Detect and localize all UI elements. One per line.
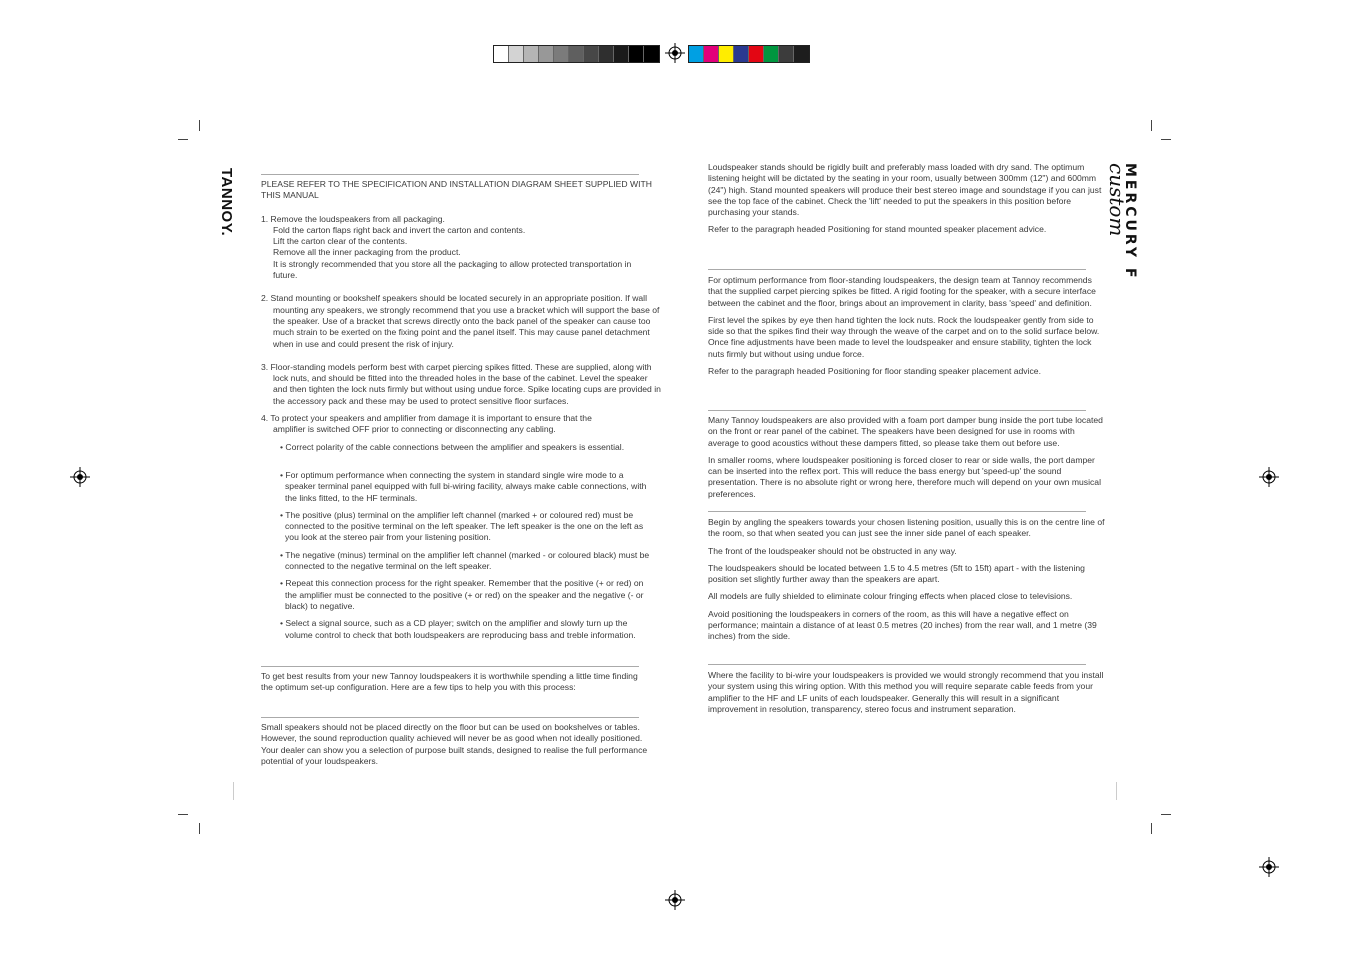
fold-mark bbox=[1116, 782, 1117, 800]
mercury-f-custom-logo bbox=[1105, 163, 1140, 313]
bullet-item: • For optimum performance when connecting the system in standard single wire mode to a speaker terminal panel equipped with full bi-wiring facility, always make cable connections, with the links fitted, to the HF terminals. bbox=[280, 469, 647, 503]
left-column-instructions bbox=[261, 179, 666, 641]
registration-mark-icon bbox=[665, 43, 685, 63]
section-rule bbox=[261, 174, 639, 175]
calibration-swatch bbox=[749, 46, 764, 62]
step-1-line: It is strongly recommended that you store all the packaging to allow protected transportation in future. bbox=[273, 258, 632, 281]
grayscale-calibration-bar bbox=[493, 45, 660, 63]
bullet-item: • Correct polarity of the cable connections between the amplifier and speakers is essential. bbox=[280, 441, 625, 452]
registration-mark-icon bbox=[665, 890, 685, 910]
section-rule bbox=[708, 664, 1086, 665]
calibration-swatch bbox=[644, 46, 659, 62]
positioning-text-1: Begin by angling the speakers towards your chosen listening position, usually this is on the centre line of the room, so that when seated you can just see the inner side panel of each speaker. bbox=[708, 517, 1105, 539]
step-1-line: Lift the carton clear of the contents. bbox=[273, 236, 408, 247]
crop-mark bbox=[199, 823, 200, 834]
section-rule bbox=[261, 717, 639, 718]
crop-mark bbox=[178, 139, 188, 140]
bullet-item: • Select a signal source, such as a CD player; switch on the amplifier and slowly turn up the volume control to check that both loudspeakers are reproducing bass and treble information. bbox=[280, 618, 636, 640]
custom-wordmark: custom bbox=[1105, 163, 1129, 237]
port-damper-section bbox=[708, 415, 1108, 500]
step-1-line: Fold the carton flaps right back and invert the carton and contents. bbox=[273, 224, 526, 235]
crop-mark bbox=[1161, 814, 1171, 815]
calibration-swatch bbox=[629, 46, 644, 62]
positioning-text-3: The loudspeakers should be located between 1.5 to 4.5 metres (5ft to 15ft) apart - with the listening position set slightly further away than the speakers are apart. bbox=[708, 562, 1085, 585]
registration-mark-icon bbox=[1259, 467, 1279, 487]
bullet-item: • The negative (minus) terminal on the amplifier left channel (marked - or coloured black) must be connected to the negative terminal on the left speaker. bbox=[280, 549, 650, 572]
floor-reference: Refer to the paragraph headed Positioning for floor standing speaker placement advice. bbox=[708, 366, 1041, 377]
section-rule bbox=[261, 666, 639, 667]
calibration-swatch bbox=[734, 46, 749, 62]
calibration-swatch bbox=[719, 46, 734, 62]
positioning-text-4: All models are fully shielded to eliminate colour fringing effects when placed close to televisions. bbox=[708, 591, 1073, 602]
calibration-swatch bbox=[539, 46, 554, 62]
bi-wiring-section bbox=[708, 670, 1108, 715]
positioning-section bbox=[708, 517, 1108, 643]
bi-wiring-text: Where the facility to bi-wire your loudspeakers is provided we would strongly recommend that you install your system using this wiring option. With this method you will require separate cable feeds from your amplifier to the HF and LF units of each loudspeaker. Generally this will result in a significant improvement in resolution, transparency, stereo focus and instrument separation. bbox=[708, 670, 1104, 714]
step-3: 3. Floor-standing models perform best with carpet piercing spikes fitted. These are supplied, along with lock nuts, and should be fitted into the threaded holes in the base of the cabinet. Level the speaker and then tighten the lock nuts firmly but without using undue force. Spike locating cups are provided in the accessory pack and these may be used to protect sensitive floor surfaces. bbox=[261, 361, 661, 406]
port-text-2: In smaller rooms, where loudspeaker positioning is forced closer to rear or side walls, the port damper can be inserted into the reflex port. This will reduce the bass energy but 'speed-up' the sound presentation. There is no absolute right or wrong here, therefore much will depend on your own musical preferences. bbox=[708, 454, 1101, 499]
bullet-item: • Repeat this connection process for the right speaker. Remember that the positive (+ or red) on the amplifier must be connected to the positive (+ or red) on the speaker and the negative (- or black) to negative. bbox=[280, 578, 644, 611]
bullet-item: • The positive (plus) terminal on the amplifier left channel (marked + or coloured red) must be connected to the positive terminal on the left speaker. The left speaker is the one on the left as you look at the stereo pair from your listening position. bbox=[280, 509, 644, 543]
calibration-swatch bbox=[569, 46, 584, 62]
stands-text: Loudspeaker stands should be rigidly built and preferably mass loaded with dry sand. The optimum listening height will be dictated by the seating in your room, usually between 300mm (12") and 600mm (24") high. Stand mounted speakers will produce their best stereo image and soundstage if you can just see the top face of the cabinet. Check the 'lift' needed to put the speakers in this position before purchasing your stands. bbox=[708, 162, 1102, 218]
fold-mark bbox=[233, 782, 234, 800]
calibration-swatch bbox=[599, 46, 614, 62]
crop-mark bbox=[178, 814, 188, 815]
floor-text-2: First level the spikes by eye then hand tighten the lock nuts. Rock the loudspeaker gently from side to side so that the spikes find their way through the weave of the carpet and on to the solid surface below. Once fine adjustments have been made to level the loudspeaker and ensure stability, tighten the lock nuts firmly but without using undue force. bbox=[708, 314, 1100, 359]
calibration-swatch bbox=[794, 46, 809, 62]
stands-reference: Refer to the paragraph headed Positioning for stand mounted speaker placement advice. bbox=[708, 224, 1047, 235]
setup-text: To get best results from your new Tannoy loudspeakers it is worthwhile spending a little time finding the optimum set-up configuration. Here are a few tips to help you with this process: bbox=[261, 671, 638, 693]
calibration-swatch bbox=[494, 46, 509, 62]
step-4: 4. To protect your speakers and amplifier from damage it is important to ensure that the amplifier is switched OFF prior to connecting or disconnecting any cabling. bbox=[261, 413, 592, 435]
step-2: 2. Stand mounting or bookshelf speakers should be located securely in an appropriate position. If wall mounting any speakers, we strongly recommend that you use a bracket which will support the base of the speaker. Use of a bracket that screws directly onto the back panel of the speaker can cause too much strain to be exerted on the fixing point and the panel itself. This may cause panel detachment when in use and could present the risk of injury. bbox=[261, 293, 660, 349]
color-calibration-bar bbox=[688, 45, 810, 63]
calibration-swatch bbox=[614, 46, 629, 62]
positioning-text-2: The front of the loudspeaker should not be obstructed in any way. bbox=[708, 545, 957, 556]
tannoy-logo: TANNOY. bbox=[218, 168, 235, 237]
crop-mark bbox=[1151, 120, 1152, 131]
calibration-swatch bbox=[554, 46, 569, 62]
crop-mark bbox=[1151, 823, 1152, 834]
crop-mark bbox=[199, 120, 200, 131]
calibration-swatch bbox=[524, 46, 539, 62]
calibration-swatch bbox=[584, 46, 599, 62]
registration-mark-icon bbox=[1259, 857, 1279, 877]
small-speakers-text: Small speakers should not be placed directly on the floor but can be used on bookshelves or tables. However, the sound reproduction quality achieved will never be as good when not ideally positioned. Your dealer can show you a selection of purpose built stands, designed to realise the full performance potential of your loudspeakers. bbox=[261, 722, 648, 766]
calibration-swatch bbox=[764, 46, 779, 62]
positioning-text-5: Avoid positioning the loudspeakers in corners of the room, as this will have a negative effect on performance; maintain a distance of at least 0.5 metres (20 inches) from the rear wall, and 1 metre (39 inches) from the side. bbox=[708, 608, 1097, 642]
small-speakers-section bbox=[261, 722, 656, 767]
stands-section bbox=[708, 162, 1108, 236]
intro-note: PLEASE REFER TO THE SPECIFICATION AND INSTALLATION DIAGRAM SHEET SUPPLIED WITH THIS MANUAL bbox=[261, 179, 652, 201]
port-text-1: Many Tannoy loudspeakers are also provided with a foam port damper bung inside the port tube located on the front or rear panel of the cabinet. The speakers have been designed for use in rooms with average to good acoustics without these dampers fitted, so please take them out before use. bbox=[708, 415, 1103, 448]
calibration-swatch bbox=[704, 46, 719, 62]
crop-mark bbox=[1161, 139, 1171, 140]
section-rule bbox=[708, 410, 1086, 411]
setup-section bbox=[261, 671, 651, 694]
section-rule bbox=[708, 511, 1086, 512]
calibration-swatch bbox=[689, 46, 704, 62]
floor-text-1: For optimum performance from floor-standing loudspeakers, the design team at Tannoy recommends that the supplied carpet piercing spikes be fitted. A rigid footing for the speaker, with a secure interface between the cabinet and the floor, brings about an improvement in clarity, bass 'speed' and definition. bbox=[708, 275, 1096, 308]
registration-mark-icon bbox=[70, 467, 90, 487]
step-1: 1. Remove the loudspeakers from all packaging. bbox=[261, 213, 445, 224]
calibration-swatch bbox=[779, 46, 794, 62]
mercury-f-wordmark: MERCURY F bbox=[1122, 163, 1138, 281]
section-rule bbox=[708, 269, 1086, 270]
step-1-line: Remove all the inner packaging from the product. bbox=[273, 247, 461, 258]
floor-section bbox=[708, 275, 1108, 377]
calibration-swatch bbox=[509, 46, 524, 62]
